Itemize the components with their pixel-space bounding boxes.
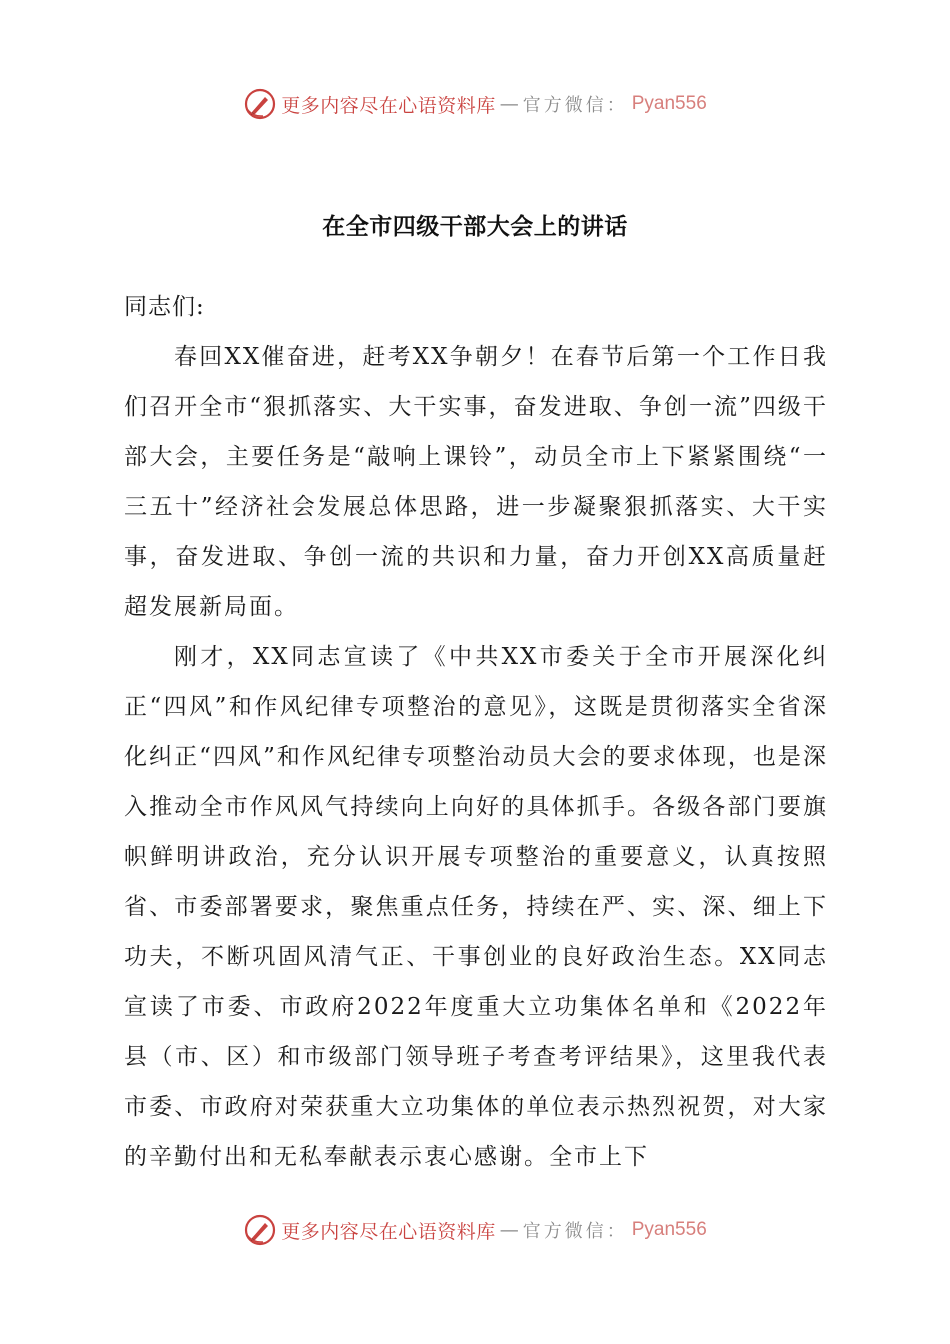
body-paragraph: 春回XX催奋进，赶考XX争朝夕！在春节后第一个工作日我们召开全市“狠抓落实、大干实事，奋发进取、争创一流”四级干部大会，主要任务是“敲响上课铃”，动员全市上下紧紧围绕“一三五十”经济社会发展总体思路，进一步凝聚狠抓落实、大干实事，奋发进取、争创一流的共识和力量，奋力开创XX高质量赶超发展新局面。 [124, 344, 828, 620]
document-title: 在全市四级干部大会上的讲话 [322, 214, 628, 240]
body-paragraph: 刚才，XX同志宣读了《中共XX市委关于全市开展深化纠正“四风”和作风纪律专项整治的意见》，这既是贯彻落实全省深化纠正“四风”和作风纪律专项整治动员大会的要求体现，也是深入推动全市作风风气持续向上向好的具体抓手。各级各部门要旗帜鲜明讲政治，充分认识开展专项整治的重要意义，认真按照省、市委部署要求，聚焦重点任务，持续在严、实、深、细上下功夫，不断巩固风清气正、干事创业的良好政治生态。XX同志宣读了市委、市政府2022年度重大立功集体名单和《2022年县（市、区）和市级部门领导班子考查考评结果》，这里我代表市委、市政府对荣获重大立功集体的单位表示热烈祝贺，对大家的辛勤付出和无私奉献表示衷心感谢。全市上下 [124, 644, 828, 1170]
watermark-wechat-label: 官方微信： [522, 1221, 628, 1242]
watermark-banner-bottom [0, 1210, 950, 1250]
watermark-handle: Pyan556 [631, 1219, 707, 1240]
salutation: 同志们: [124, 294, 205, 320]
watermark-separator: — [499, 93, 519, 115]
watermark-banner-top [0, 84, 950, 124]
pen-logo-icon [243, 87, 277, 121]
watermark-wechat-label: 官方微信： [522, 95, 628, 116]
watermark-brand-text: 更多内容尽在心语资料库 [281, 1220, 496, 1243]
watermark-handle: Pyan556 [631, 93, 707, 114]
watermark-brand-text: 更多内容尽在心语资料库 [281, 94, 496, 117]
pen-logo-icon [243, 1213, 277, 1247]
document-body [124, 282, 828, 1182]
watermark-separator: — [499, 1219, 519, 1241]
